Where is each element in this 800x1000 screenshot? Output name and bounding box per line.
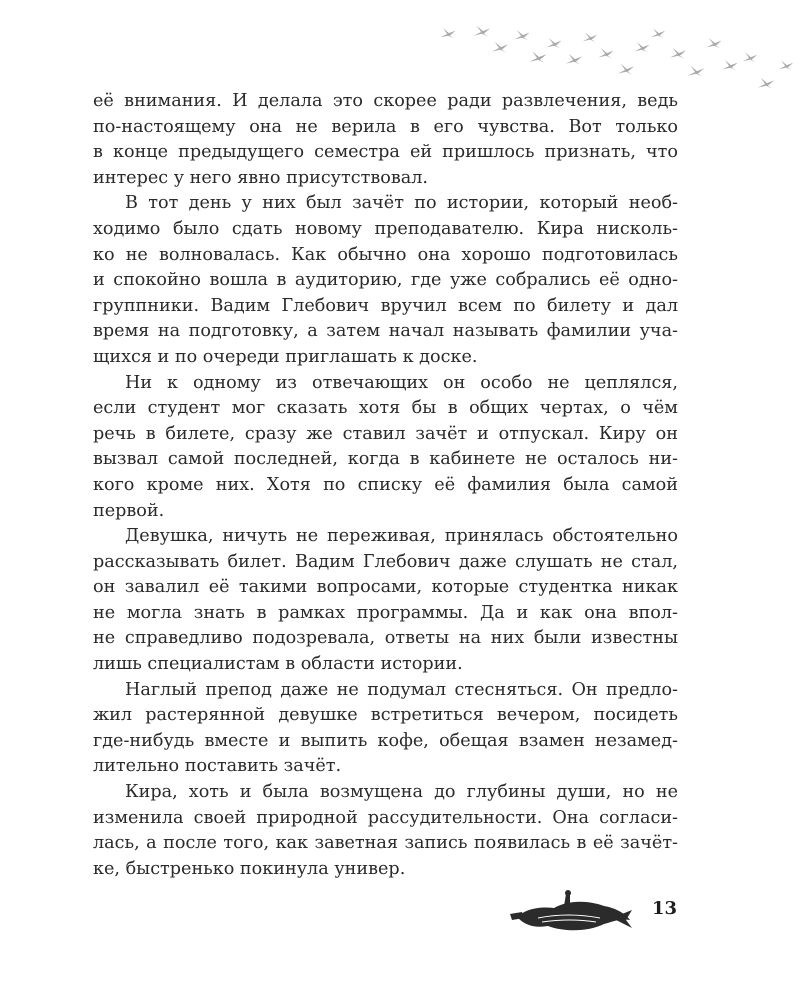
text-line: вызвал самой последней, когда в кабинете не осталось ни- [93, 449, 678, 470]
text-line: в конце предыдущего семестра ей пришлось признать, что [93, 142, 678, 163]
text-line: ке, быстренько покинула универ. [93, 858, 406, 879]
text-line: жил растерянной девушке встретиться вечером, посидеть [93, 705, 678, 726]
text-line: Наглый препод даже не подумал стесняться. Он предло- [125, 679, 678, 700]
text-line: лась, а после того, как заветная запись появилась в её зачёт- [93, 833, 678, 854]
text-line: интерес у него явно присутствовал. [93, 167, 429, 188]
text-line: не справедливо подозревала, ответы на них были известны [93, 628, 678, 649]
text-line: первой. [93, 500, 165, 521]
paragraph [93, 780, 678, 882]
paragraph [93, 678, 678, 780]
text-line: её внимания. И делала это скорее ради развлечения, ведь [93, 91, 678, 111]
text-line: рассказывать билет. Вадим Глебович даже слушать не стал, [93, 551, 678, 572]
paragraph [93, 89, 678, 191]
text-line: Ни к одному из отвечающих он особо не цеплялся, [125, 372, 678, 393]
text-line: ходимо было сдать новому преподавателю. Кира нисколь- [93, 218, 678, 239]
text-line: ко не волновалась. Как обычно она хорошо подготовилась [93, 244, 678, 265]
text-line: если студент мог сказать хотя бы в общих чертах, о чём [93, 398, 678, 419]
fantasy-creature-emblem [508, 888, 633, 936]
text-line: лительно поставить зачёт. [93, 756, 342, 777]
page-number: 13 [652, 898, 678, 919]
paragraph [93, 371, 678, 525]
body-text [93, 89, 678, 882]
text-line: и спокойно вошла в аудиторию, где уже собрались её одно- [93, 270, 678, 291]
text-line: лишь специалистам в области истории. [93, 654, 463, 675]
text-line: В тот день у них был зачёт по истории, который необ- [125, 193, 678, 214]
text-line: где-нибудь вместе и выпить кофе, обещая взамен незамед- [93, 730, 678, 751]
text-line: речь в билете, сразу же ставил зачёт и отпускал. Киру он [93, 423, 678, 444]
text-line: время на подготовку, а затем начал называть фамилии уча- [93, 321, 678, 342]
text-line: группники. Вадим Глебович вручил всем по билету и дал [93, 295, 678, 316]
text-line: изменила своей природной рассудительности. Она согласи- [93, 807, 678, 828]
text-line: по-настоящему она не верила в его чувства. Вот только [93, 116, 678, 137]
text-line: кого кроме них. Хотя по списку её фамилия была самой [93, 474, 678, 495]
text-line: он завалил её такими вопросами, которые студентка никак [93, 577, 678, 598]
text-line: Девушка, ничуть не переживая, принялась обстоятельно [125, 526, 678, 547]
paragraph [93, 524, 678, 678]
paragraph [93, 191, 678, 370]
text-line: щихся и по очереди приглашать к доске. [93, 346, 478, 367]
text-line: не могла знать в рамках программы. Да и как она впол- [93, 602, 678, 623]
text-line: Кира, хоть и была возмущена до глубины души, но не [125, 782, 678, 803]
